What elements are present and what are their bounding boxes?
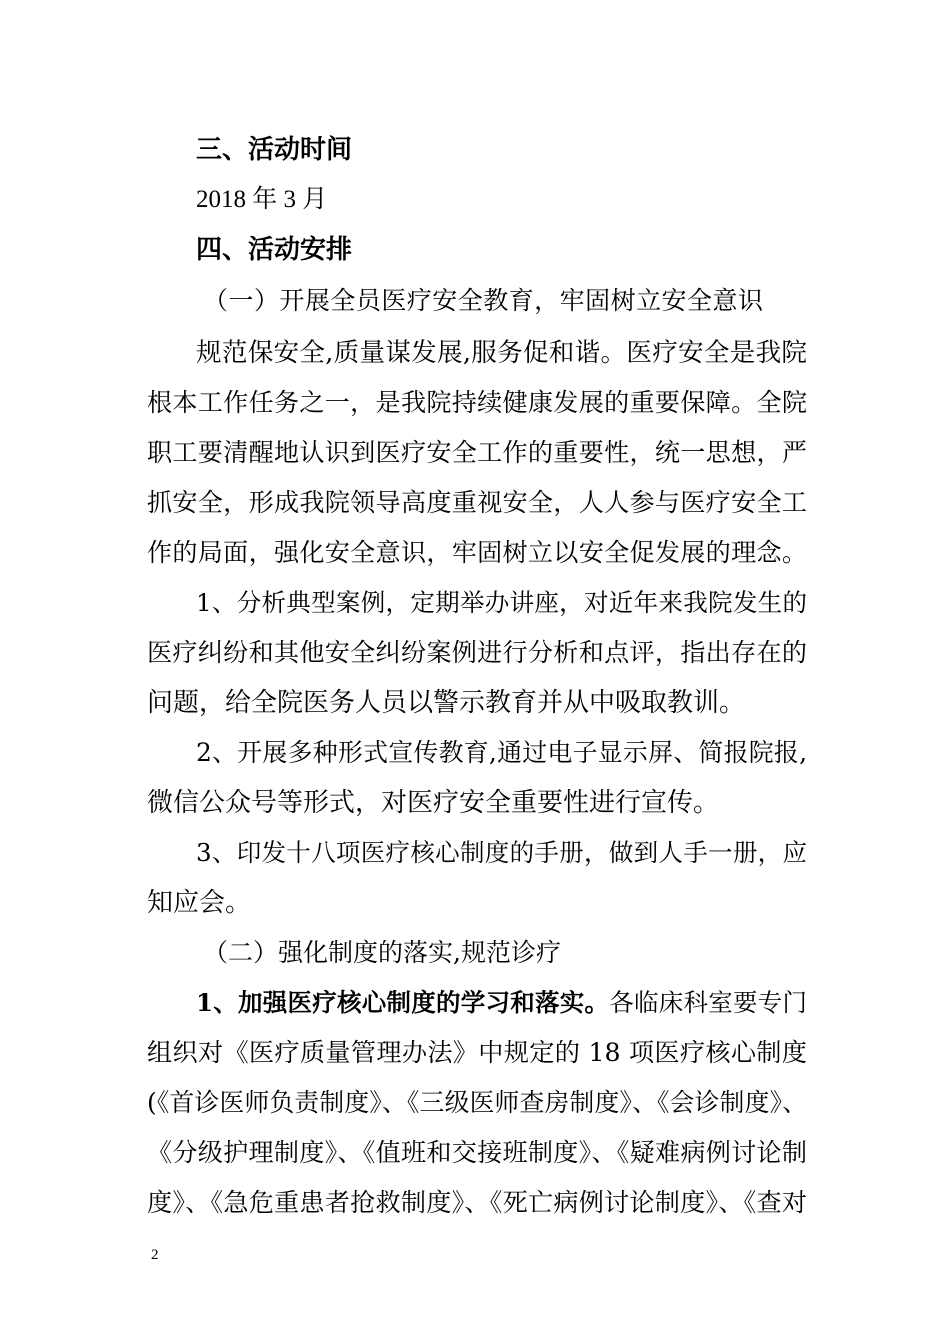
list-item-line: 知应会。 xyxy=(147,888,252,918)
section-4-heading: 四、活动安排 xyxy=(196,235,353,265)
paragraph-line: 抓安全，形成我院领导高度重视安全，人人参与医疗安全工 xyxy=(147,488,807,517)
lead-rest-text: 各临床科室要专门 xyxy=(609,988,808,1017)
list-item-line: 问题，给全院医务人员以警示教育并从中吸取教训。 xyxy=(147,688,746,718)
paragraph-line: 根本工作任务之一，是我院持续健康发展的重要保障。全院 xyxy=(147,388,807,417)
list-item-line: 《分级护理制度》、《值班和交接班制度》、《疑难病例讨论制 xyxy=(147,1138,807,1167)
list-item-line xyxy=(196,988,807,1018)
bold-lead-text: 1、加强医疗核心制度的学习和落实。 xyxy=(196,988,610,1017)
paragraph-line: 职工要清醒地认识到医疗安全工作的重要性，统一思想，严 xyxy=(147,438,807,467)
list-item-line: 1、分析典型案例，定期举办讲座，对近年来我院发生的 xyxy=(196,588,807,617)
page-number: 2 xyxy=(151,1247,159,1263)
paragraph-line: 规范保安全,质量谋发展,服务促和谐。医疗安全是我院 xyxy=(196,338,807,368)
subsection-1-title: （一）开展全员医疗安全教育，牢固树立安全意识 xyxy=(203,286,763,315)
list-item-line: 微信公众号等形式，对医疗安全重要性进行宣传。 xyxy=(147,788,720,818)
list-item-line: 医疗纠纷和其他安全纠纷案例进行分析和点评，指出存在的 xyxy=(147,638,807,667)
list-item-line: 3、印发十八项医疗核心制度的手册，做到人手一册，应 xyxy=(196,838,807,867)
paragraph-line: 作的局面，强化安全意识，牢固树立以安全促发展的理念。 xyxy=(147,538,807,567)
activity-date: 2018 年 3 月 xyxy=(196,186,328,213)
section-3-heading: 三、活动时间 xyxy=(196,135,353,165)
subsection-2-title: （二）强化制度的落实,规范诊疗 xyxy=(203,938,561,967)
list-item-line: 度》、《急危重患者抢救制度》、《死亡病例讨论制度》、《查对 xyxy=(147,1188,807,1217)
list-item-line: 2、开展多种形式宣传教育,通过电子显示屏、简报院报, xyxy=(196,738,807,767)
list-item-line: (《首诊医师负责制度》、《三级医师查房制度》、《会诊制度》、 xyxy=(147,1088,807,1117)
list-item-line: 组织对《医疗质量管理办法》中规定的 18 项医疗核心制度 xyxy=(147,1038,807,1067)
